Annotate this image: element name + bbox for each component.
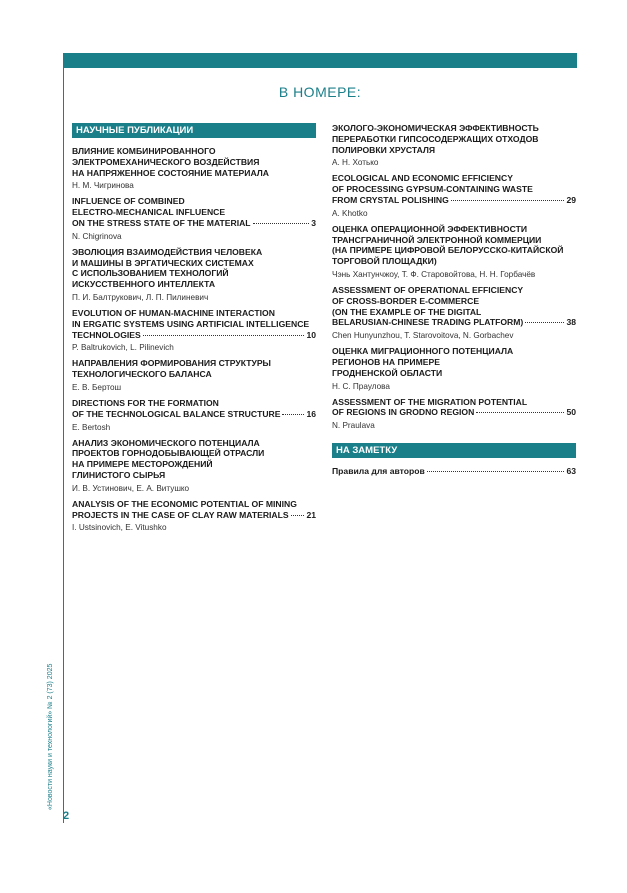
entry-title-line: ОЦЕНКА МИГРАЦИОННОГО ПОТЕНЦИАЛА [332,346,514,357]
left-entries [72,146,316,533]
entry-title-line-with-page [72,510,316,521]
entry-authors: Н. С. Праулова [332,381,390,391]
entry-title-line: НАПРАВЛЕНИЯ ФОРМИРОВАНИЯ СТРУКТУРЫ [72,358,271,369]
entry-title-line: ГРОДНЕНСКОЙ ОБЛАСТИ [332,367,443,378]
entry-title-line: ELECTRO-MECHANICAL INFLUENCE [72,207,226,218]
leader-dots [427,471,565,472]
entry-title-line-with-page [72,330,316,341]
frame-left-line [63,53,64,823]
entry-authors: E. Bertosh [72,422,111,432]
entry-authors: Н. М. Чигринова [72,181,134,191]
leader-dots [525,322,564,323]
entry-title-last-line: OF REGIONS IN GRODNO REGION [332,407,475,418]
entry-title-line: ЭЛЕКТРОМЕХАНИЧЕСКОГО ВОЗДЕЙСТВИЯ [72,156,260,167]
toc-entry[interactable] [332,285,576,341]
entry-title-line-with-page [72,409,316,420]
spine-journal-title: «Новости науки и технологий» № 2 (73) 2025 [47,663,54,810]
entry-page-number: 21 [306,509,316,520]
leader-dots [282,414,304,415]
notes-entry-line [332,466,576,477]
entry-authors: Чэнь Хантунчжоу, Т. Ф. Старовойтова, Н. Н. Горбачёв [332,269,536,279]
page-number: 2 [63,810,70,822]
entry-title-line: INFLUENCE OF COMBINED [72,196,185,207]
entry-title-last-line: FROM CRYSTAL POLISHING [332,194,449,205]
entry-title-line: IN ERGATIC SYSTEMS USING ARTIFICIAL INTELLIGENCE [72,318,310,329]
entry-title-line: ASSESSMENT OF OPERATIONAL EFFICIENCY [332,284,524,295]
left-column [72,123,316,538]
notes-entry-page: 63 [566,466,576,477]
entry-title-line: РЕГИОНОВ НА ПРИМЕРЕ [332,356,440,367]
entry-title-line-with-page [332,195,576,206]
entry-title-last-line: TECHNOLOGIES [72,329,141,340]
top-bar [63,53,577,68]
toc-entry[interactable] [72,358,316,393]
entry-title-line: (ON THE EXAMPLE OF THE DIGITAL [332,306,482,317]
entry-authors: Chen Hunyunzhou, T. Starovoitova, N. Gorbachev [332,331,514,341]
entry-authors: P. Baltrukovich, L. Pilinevich [72,343,174,353]
entry-title-line: OF PROCESSING GYPSUM-CONTAINING WASTE [332,184,533,195]
toc-entry[interactable] [72,438,316,494]
section-header-scientific: НАУЧНЫЕ ПУБЛИКАЦИИ [72,123,316,138]
entry-page-number: 29 [566,194,576,205]
entry-title-line: НА ПРИМЕРЕ МЕСТОРОЖДЕНИЙ [72,459,213,470]
entry-title-line: ТЕХНОЛОГИЧЕСКОГО БАЛАНСА [72,369,212,380]
entry-title-line-with-page [332,317,576,328]
page-heading: В НОМЕРЕ: [278,84,362,100]
entry-title-line: С ИСПОЛЬЗОВАНИЕМ ТЕХНОЛОГИЙ [72,268,229,279]
toc-entry[interactable] [72,308,316,353]
entry-authors: N. Chigrinova [72,231,122,241]
entry-title-line: ПРОЕКТОВ ГОРНОДОБЫВАЮЩЕЙ ОТРАСЛИ [72,448,265,459]
entry-title-line: ПОЛИРОВКИ ХРУСТАЛЯ [332,144,436,155]
entry-page-number: 38 [566,317,576,328]
entry-title-line: (НА ПРИМЕРЕ ЦИФРОВОЙ БЕЛОРУССКО-КИТАЙСКОЙ [332,245,564,256]
entry-title-line: EVOLUTION OF HUMAN-MACHINE INTERACTION [72,307,275,318]
entry-title-line: ВЛИЯНИЕ КОМБИНИРОВАННОГО [72,146,216,156]
entry-title-line: АНАЛИЗ ЭКОНОМИЧЕСКОГО ПОТЕНЦИАЛА [72,437,260,448]
notes-entry[interactable] [332,466,576,477]
entry-title-line: ASSESSMENT OF THE MIGRATION POTENTIAL [332,396,528,407]
entry-title-line: ПЕРЕРАБОТКИ ГИПСОСОДЕРЖАЩИХ ОТХОДОВ [332,133,539,144]
entry-authors: I. Ustsinovich, E. Vitushko [72,523,167,533]
right-entries [332,123,576,431]
entry-title-line-with-page [332,407,576,418]
toc-entry[interactable] [332,224,576,280]
toc-entry[interactable] [72,196,316,241]
entry-authors: Е. В. Бертош [72,382,122,392]
toc-entry[interactable] [332,173,576,218]
leader-dots [451,200,565,201]
entry-title-line: DIRECTIONS FOR THE FORMATION [72,397,219,408]
entry-title-line: НА НАПРЯЖЕННОЕ СОСТОЯНИЕ МАТЕРИАЛА [72,167,270,178]
entry-page-number: 3 [311,217,316,228]
entry-title-last-line: BELARUSIAN-CHINESE TRADING PLATFORM) [332,317,524,328]
leader-dots [476,412,564,413]
entry-title-line: ЭКОЛОГО-ЭКОНОМИЧЕСКАЯ ЭФФЕКТИВНОСТЬ [332,123,539,133]
toc-entry[interactable] [72,499,316,534]
toc-entry[interactable] [332,123,576,168]
entry-title-line: OF CROSS-BORDER E-COMMERCE [332,295,480,306]
entry-authors: А. Н. Хотько [332,158,379,168]
entry-title-last-line: OF THE TECHNOLOGICAL BALANCE STRUCTURE [72,408,281,419]
entry-title-last-line: PROJECTS IN THE CASE OF CLAY RAW MATERIALS [72,509,289,520]
entry-title-line: ANALYSIS OF THE ECONOMIC POTENTIAL OF MINING [72,498,297,509]
right-column [332,123,576,482]
leader-dots [291,515,305,516]
toc-entry[interactable] [332,397,576,432]
toc-entry[interactable] [72,146,316,191]
entry-title-line: ЭВОЛЮЦИЯ ВЗАИМОДЕЙСТВИЯ ЧЕЛОВЕКА [72,246,263,257]
entry-title-line: ECOLOGICAL AND ECONOMIC EFFICIENCY [332,173,513,184]
entry-page-number: 10 [306,329,316,340]
entry-title-line: ТРАНСГРАНИЧНОЙ ЭЛЕКТРОННОЙ КОММЕРЦИИ [332,234,542,245]
entry-title-last-line: ON THE STRESS STATE OF THE MATERIAL [72,217,251,228]
notes-entry-title: Правила для авторов [332,466,425,477]
entry-authors: И. В. Устинович, Е. А. Витушко [72,483,190,493]
section-header-notes: НА ЗАМЕТКУ [332,443,576,458]
entry-title-line: ГЛИНИСТОГО СЫРЬЯ [72,469,166,480]
toc-entry[interactable] [72,247,316,303]
leader-dots [253,223,310,224]
entry-authors: N. Praulava [332,421,375,431]
toc-entry[interactable] [332,346,576,391]
entry-title-line: ТОРГОВОЙ ПЛОЩАДКИ) [332,256,437,267]
leader-dots [143,335,305,336]
entry-page-number: 50 [566,407,576,418]
entry-title-line: И МАШИНЫ В ЭРГАТИЧЕСКИХ СИСТЕМАХ [72,257,254,268]
entry-page-number: 16 [306,408,316,419]
toc-entry[interactable] [72,398,316,433]
entry-title-line: ОЦЕНКА ОПЕРАЦИОННОЙ ЭФФЕКТИВНОСТИ [332,223,528,234]
entry-authors: A. Khotko [332,208,368,218]
entry-title-line: ИСКУССТВЕННОГО ИНТЕЛЛЕКТА [72,279,216,290]
entry-authors: П. И. Балтрукович, Л. П. Пилиневич [72,292,209,302]
entry-title-line-with-page [72,218,316,229]
